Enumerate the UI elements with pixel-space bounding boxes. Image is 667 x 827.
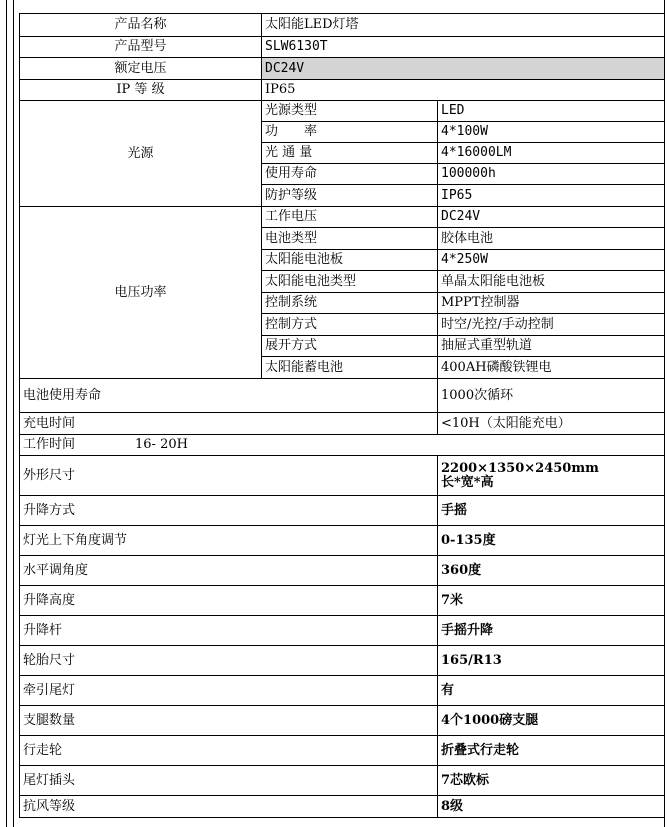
spec-value: SLW6130T — [262, 37, 665, 58]
spec-value: 7米 — [438, 586, 665, 616]
spec-label: 升降高度 — [20, 586, 438, 616]
table-row — [20, 80, 665, 101]
spec-label: 功 率 — [262, 122, 438, 143]
spec-label: 展开方式 — [262, 336, 438, 357]
spec-label: 电池使用寿命 — [20, 379, 438, 413]
spec-value: 4*16000LM — [438, 143, 665, 164]
spec-label: 抗风等级 — [20, 796, 438, 818]
spec-label: 轮胎尺寸 — [20, 646, 438, 676]
table-row — [20, 796, 665, 818]
spec-label: 产品型号 — [20, 37, 262, 58]
spec-label: 工作电压 — [262, 207, 438, 228]
table-row — [20, 646, 665, 676]
spec-label: 控制系统 — [262, 293, 438, 314]
table-row — [20, 706, 665, 736]
spec-value: 7芯欧标 — [438, 766, 665, 796]
spec-value: 1000次循环 — [438, 379, 665, 413]
spec-value: 0-135度 — [438, 526, 665, 556]
table-row — [20, 766, 665, 796]
spec-value: 8级 — [438, 796, 665, 818]
spec-value: 抽屉式重型轨道 — [438, 336, 665, 357]
spec-label: 光 通 量 — [262, 143, 438, 164]
spec-value: DC24V — [262, 58, 665, 80]
work-time-cell — [20, 435, 665, 456]
group-label-light-source: 光源 — [20, 101, 262, 207]
spec-label: 太阳能蓄电池 — [262, 357, 438, 379]
spec-label: 光源类型 — [262, 101, 438, 122]
table-row — [20, 616, 665, 646]
spec-label: 太阳能电池类型 — [262, 271, 438, 293]
spec-value-secondary: 长*宽*高 — [441, 474, 494, 490]
table-row — [20, 456, 665, 496]
spec-value: 360度 — [438, 556, 665, 586]
spec-label: 太阳能电池板 — [262, 250, 438, 271]
spec-label: 充电时间 — [20, 413, 438, 435]
spec-label: 防护等级 — [262, 185, 438, 207]
spec-value: 2200×1350×2450mm — [441, 460, 599, 476]
table-row — [20, 586, 665, 616]
table-row — [20, 37, 665, 58]
spec-table — [19, 13, 665, 818]
spec-value: <10H（太阳能充电） — [438, 413, 665, 435]
spec-value: 手摇 — [438, 496, 665, 526]
spec-value: DC24V — [438, 207, 665, 228]
spec-label: 支腿数量 — [20, 706, 438, 736]
spec-value: 4*100W — [438, 122, 665, 143]
table-row — [20, 101, 665, 122]
table-row — [20, 379, 665, 413]
spec-label: 额定电压 — [20, 58, 262, 80]
table-row — [20, 526, 665, 556]
spec-value: 100000h — [438, 164, 665, 185]
page-margin-line — [13, 0, 14, 827]
spec-value: 4*250W — [438, 250, 665, 271]
spec-value: 折叠式行走轮 — [438, 736, 665, 766]
spec-label: 尾灯插头 — [20, 766, 438, 796]
group-label-power: 电压功率 — [20, 207, 262, 379]
spec-label: 工作时间 — [23, 437, 76, 452]
table-row — [20, 496, 665, 526]
spec-value: MPPT控制器 — [438, 293, 665, 314]
spec-label: 升降杆 — [20, 616, 438, 646]
spec-label: 水平调角度 — [20, 556, 438, 586]
table-row — [20, 676, 665, 706]
spec-label: 控制方式 — [262, 314, 438, 336]
table-row — [20, 413, 665, 435]
spec-value: 16- 20H — [135, 437, 188, 452]
table-row — [20, 556, 665, 586]
spec-value: 时空/光控/手动控制 — [438, 314, 665, 336]
spec-value: 单晶太阳能电池板 — [438, 271, 665, 293]
spec-value: 手摇升降 — [438, 616, 665, 646]
spec-label: 使用寿命 — [262, 164, 438, 185]
table-row — [20, 736, 665, 766]
spec-label: 外形尺寸 — [20, 456, 438, 496]
spec-label: 灯光上下角度调节 — [20, 526, 438, 556]
spec-value: IP65 — [262, 80, 665, 101]
spec-value: LED — [438, 101, 665, 122]
spec-label: 电池类型 — [262, 228, 438, 250]
spec-label: 行走轮 — [20, 736, 438, 766]
table-row — [20, 58, 665, 80]
spec-value: 165/R13 — [438, 646, 665, 676]
spec-value: IP65 — [438, 185, 665, 207]
spec-value: 有 — [438, 676, 665, 706]
spec-value: 胶体电池 — [438, 228, 665, 250]
dimensions-cell — [438, 456, 665, 496]
spec-value: 400AH磷酸铁锂电 — [438, 357, 665, 379]
table-row — [20, 435, 665, 456]
spec-label: IP 等 级 — [20, 80, 262, 101]
spec-label: 升降方式 — [20, 496, 438, 526]
spec-value: 太阳能LED灯塔 — [262, 14, 665, 37]
spec-label: 牵引尾灯 — [20, 676, 438, 706]
table-row — [20, 14, 665, 37]
page-margin-line — [6, 0, 7, 827]
table-row — [20, 207, 665, 228]
spec-value: 4个1000磅支腿 — [438, 706, 665, 736]
spec-label: 产品名称 — [20, 14, 262, 37]
